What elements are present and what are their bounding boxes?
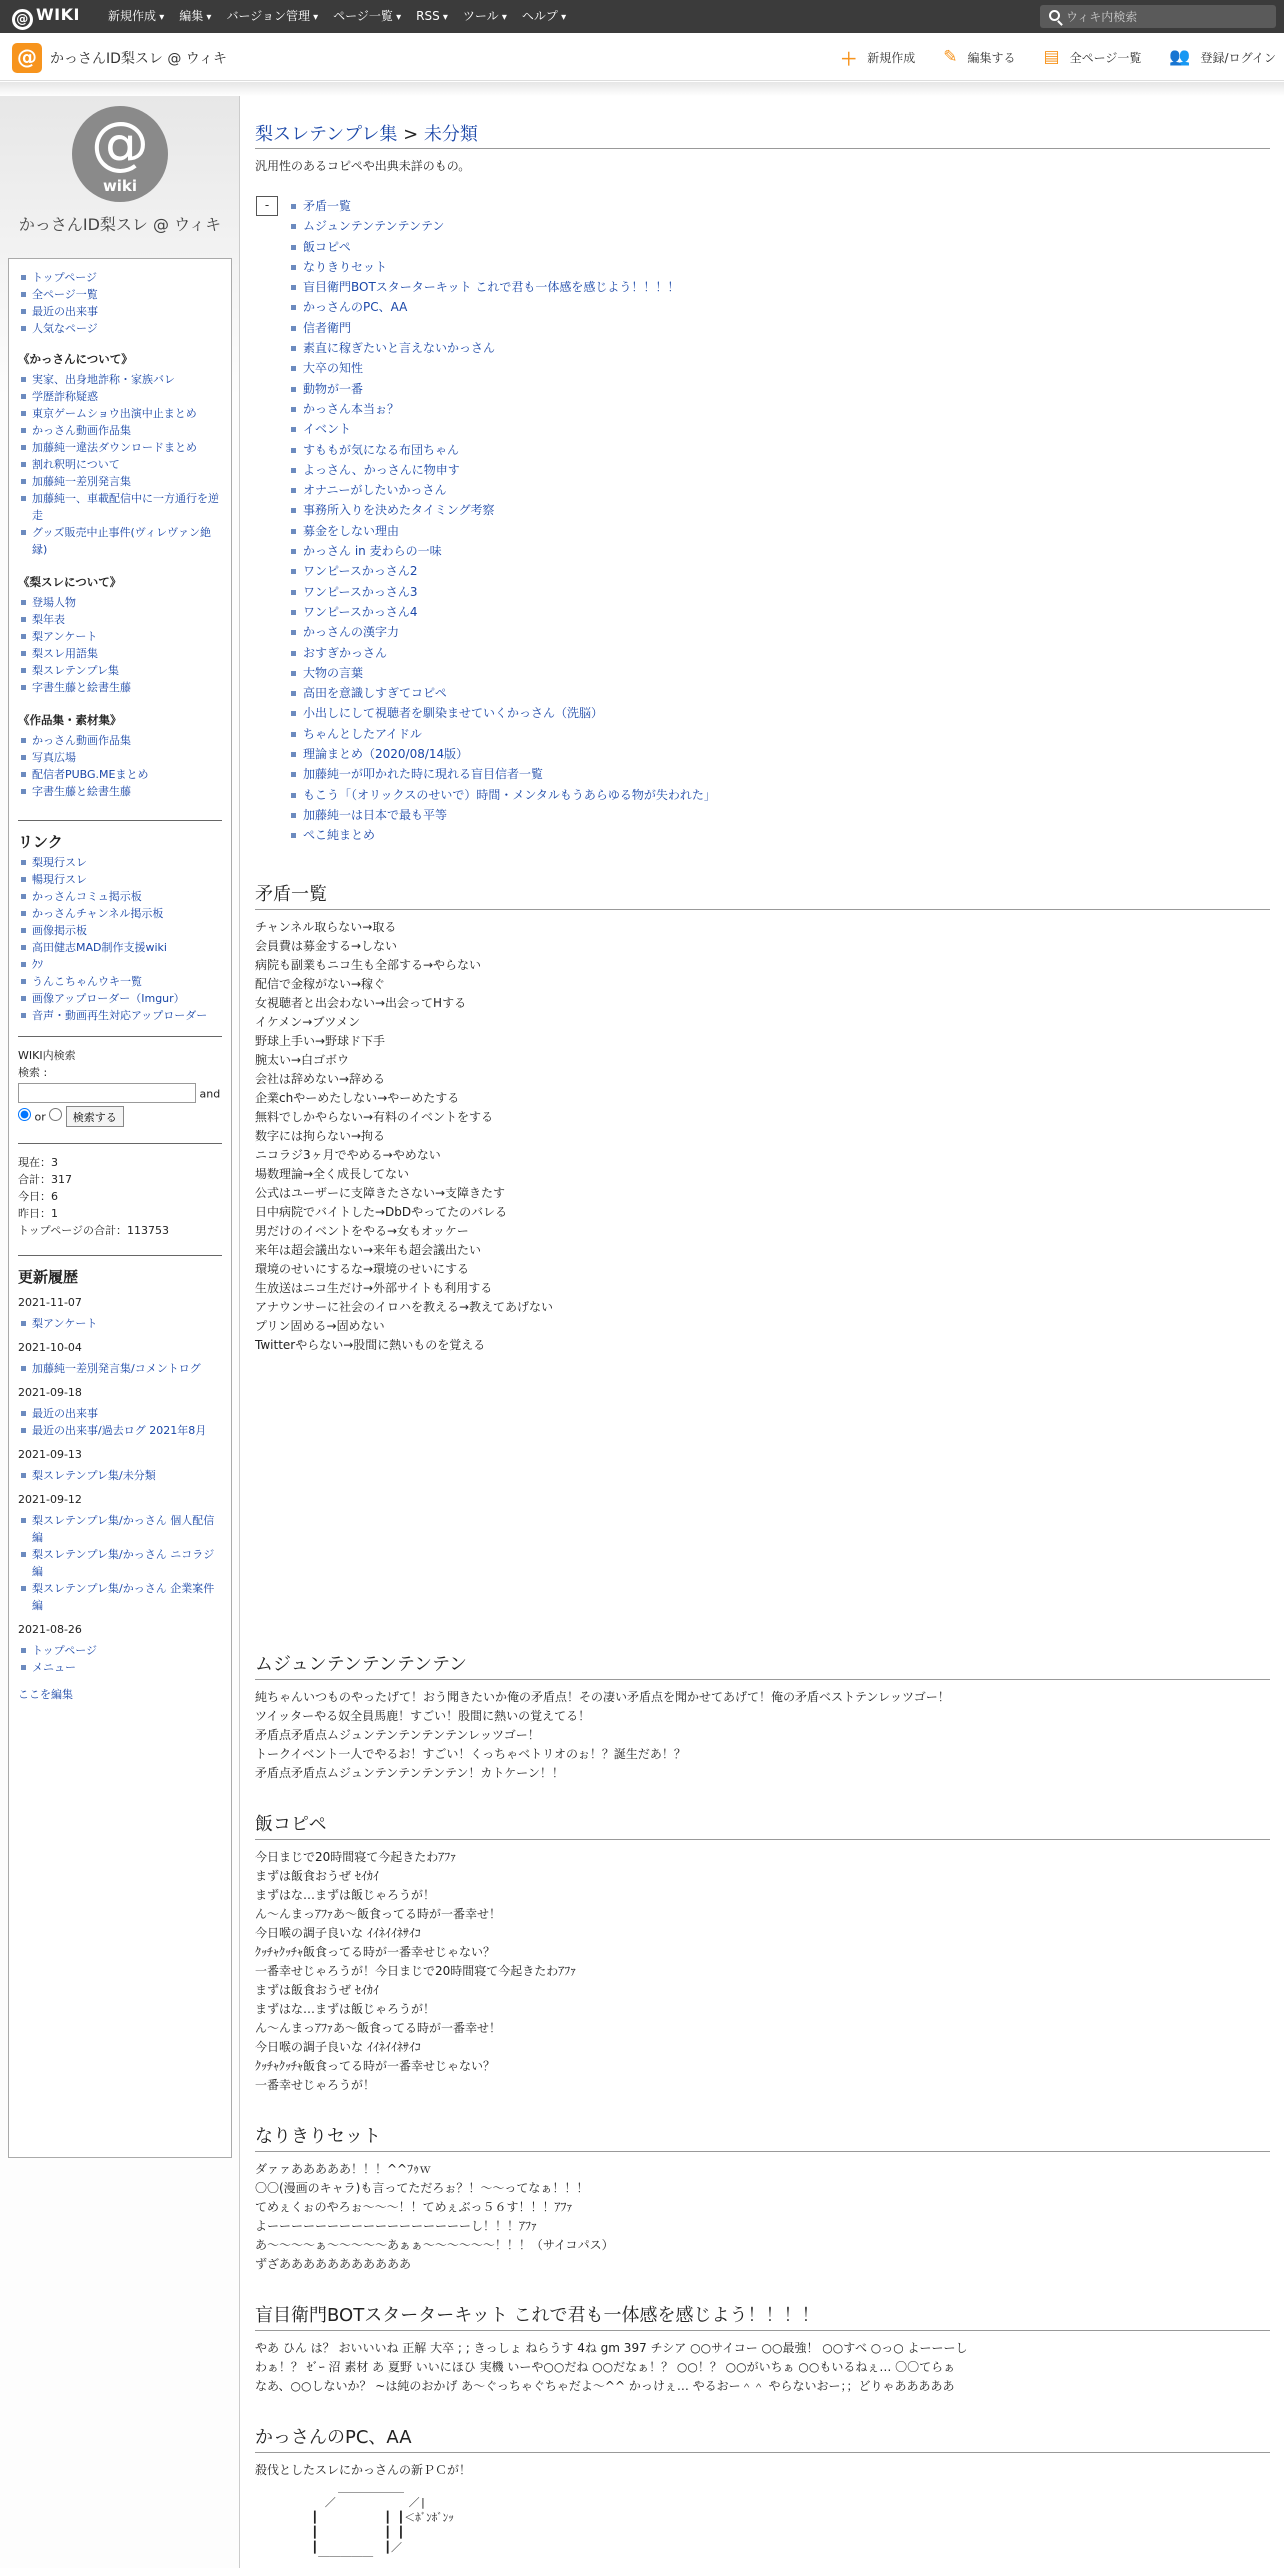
search-heading: WIKI内検索 xyxy=(18,1049,76,1062)
text-line: 会社は辞めない→辞める xyxy=(255,1071,386,1086)
update-list xyxy=(18,1642,222,1676)
global-menu xyxy=(108,0,581,33)
divider xyxy=(18,1255,222,1256)
sidebar-item[interactable]: 梨スレテンプレ集 xyxy=(18,662,222,679)
text-line: 〇〇(漫画のキャラ)も言ってただろぉ？！～～ってなぁ！！！ xyxy=(255,2180,589,2195)
toc-item[interactable]: 小出しにして視聴者を馴染ませていくかっさん（洗脳） xyxy=(291,703,1270,723)
toc-item[interactable]: ちゃんとしたアイドル xyxy=(291,724,1270,744)
update-item[interactable]: 最近の出来事 xyxy=(18,1405,222,1422)
section-body xyxy=(255,2160,1270,2274)
update-list xyxy=(18,1360,222,1377)
text-line: アナウンサーに社会のイロハを教える→教えてあげない xyxy=(255,1299,554,1314)
sidebar-item[interactable]: かっさん動画作品集 xyxy=(18,422,222,439)
text-line: 場数理論→全く成長してない xyxy=(255,1166,410,1181)
update-item[interactable]: 梨スレテンプレ集/かっさん 企業案件編 xyxy=(18,1580,222,1614)
external-link[interactable]: 梨現行スレ xyxy=(18,854,222,871)
sidebar-item[interactable]: 加藤純一差別発言集 xyxy=(18,473,222,490)
wiki-search-box xyxy=(1040,5,1276,28)
text-line: 今日喉の調子良いな ｲｲﾈｲｲﾈｻｲｺ xyxy=(255,1925,421,1940)
text-line: 一番幸せじゃろうが！今日まじで20時間寝て今起きたわｱﾌｧ xyxy=(255,1963,577,1978)
menu-help[interactable]: ヘルプ ▾ xyxy=(522,0,566,33)
links-heading: リンク xyxy=(18,833,63,851)
page-list-icon: ▤ xyxy=(1043,47,1060,67)
text-line: ｸｯﾁｬｸｯﾁｬ飯食ってる時が一番幸せじゃない？ xyxy=(255,1944,496,1959)
toc-toggle-button[interactable]: - xyxy=(256,196,278,216)
update-date: 2021-09-18 xyxy=(18,1386,82,1399)
wiki-big-logo[interactable] xyxy=(72,106,168,202)
menu-edit[interactable]: 編集 ▾ xyxy=(179,0,211,33)
update-item[interactable]: 梨スレテンプレ集/かっさん ニコラジ編 xyxy=(18,1546,222,1580)
text-line: ん～んまっｱﾌｧあ～飯食ってる時が一番幸せ！ xyxy=(255,2020,502,2035)
text-line: 生放送はニコ生だけ→外部サイトも利用する xyxy=(255,1280,493,1295)
external-link[interactable]: 音声・動画再生対応アップローダー xyxy=(18,1007,222,1024)
update-date: 2021-09-12 xyxy=(18,1493,82,1506)
text-line: 配信で金稼がない→稼ぐ xyxy=(255,976,386,991)
site-title[interactable]: かっさんID梨スレ @ ウィキ xyxy=(50,51,227,67)
page-title xyxy=(255,120,1270,149)
counter-yesterday: 昨日：1 xyxy=(18,1207,58,1220)
all-pages-label: 全ページ一覧 xyxy=(1069,50,1142,65)
global-header xyxy=(0,0,1284,33)
toc-item[interactable]: イベント xyxy=(291,419,1270,439)
text-line: Twitterやらない→股間に熱いものを覚える xyxy=(255,1337,486,1352)
sidebar-item[interactable]: 配信者PUBG.MEまとめ xyxy=(18,766,222,783)
sidebar-links-list xyxy=(18,854,222,1024)
section-narikiri xyxy=(255,2122,1270,2274)
section-body xyxy=(255,2461,1270,2480)
update-list xyxy=(18,1512,222,1614)
section-heading: かっさんのPC、AA xyxy=(255,2423,1270,2453)
external-link[interactable]: うんこちゃんウキ一覧 xyxy=(18,973,222,990)
and-radio[interactable] xyxy=(18,1108,31,1121)
sidebar xyxy=(0,96,240,2568)
wiki-search-input[interactable] xyxy=(1066,7,1266,26)
toc-item[interactable]: ムジュンテンテンテンテン xyxy=(291,216,1270,236)
text-line: 一番幸せじゃろうが！ xyxy=(255,2077,376,2092)
section-body xyxy=(255,2339,1270,2396)
toc-item[interactable]: 加藤純一が叩かれた時に現れる盲目信者一覧 xyxy=(291,764,1270,784)
text-line: ん～んまっｱﾌｧあ～飯食ってる時が一番幸せ！ xyxy=(255,1906,502,1921)
sidebar-heading-works: 《作品集・素材集》 xyxy=(18,713,122,727)
menu-page-list[interactable]: ページ一覧 ▾ xyxy=(333,0,401,33)
user-add-icon: 👥 xyxy=(1169,47,1191,67)
sidebar-item[interactable]: 登場人物 xyxy=(18,594,222,611)
text-line: まずはな…まずは飯じゃろうが！ xyxy=(255,1887,436,1902)
sidebar-item[interactable]: 加藤純一違法ダウンロードまとめ xyxy=(18,439,222,456)
and-label: and xyxy=(199,1087,221,1101)
toc-item[interactable]: 事務所入りを決めたタイミング考察 xyxy=(291,500,1270,520)
sidebar-item[interactable]: 字書生藤と絵書生藤 xyxy=(18,783,222,800)
update-list xyxy=(18,1467,222,1484)
toc-item[interactable]: ワンピースかっさん3 xyxy=(291,582,1270,602)
edit-page-label: 編集する xyxy=(967,50,1016,65)
search-icon[interactable] xyxy=(1049,10,1060,21)
toc-item[interactable]: 高田を意識しすぎてコピペ xyxy=(291,683,1270,703)
update-list xyxy=(18,1405,222,1439)
sidebar-item[interactable]: 人気なページ xyxy=(18,320,222,337)
toc-item[interactable]: かっさん本当ぉ？ xyxy=(291,399,1270,419)
sidebar-item[interactable]: 最近の出来事 xyxy=(18,303,222,320)
text-line: やあ ひん は？ おいいいね 正解 大卒 ; ; きっしょ ねらうす 4ね gm 397 チシア ○○サイコー ○○最強！ ○○すべ ○っ○ よーーーし xyxy=(255,2340,968,2355)
text-line: なあ、○○しないか？ ~は純のおかげ あ～ぐっちゃぐちゃだよ～^^ かっけぇ… やるおー＾＾ やらないおー；；どりゃあああああ xyxy=(255,2378,955,2393)
text-line: 会員費は募金する→しない xyxy=(255,938,398,953)
edit-page-button[interactable] xyxy=(943,33,1015,81)
sidebar-menu-box xyxy=(8,258,232,2158)
sidebar-item[interactable]: 写真広場 xyxy=(18,749,222,766)
counter-current: 現在：3 xyxy=(18,1156,58,1169)
text-line: 殺伐としたスレにかっさんの新ＰＣが！ xyxy=(255,2462,472,2477)
sidebar-site-name[interactable]: かっさんID梨スレ @ ウィキ xyxy=(18,215,222,234)
section-heading: ムジュンテンテンテンテン xyxy=(255,1650,1270,1680)
current-page-link[interactable]: 未分類 xyxy=(423,124,478,145)
section-heading: 飯コピペ xyxy=(255,1810,1270,1840)
external-link[interactable]: 画像アップローダー（Imgur） xyxy=(18,990,222,1007)
header-actions xyxy=(812,33,1276,81)
toc-item[interactable]: かっさん in 麦わらの一味 xyxy=(291,541,1270,561)
text-line: ｸｯﾁｬｸｯﾁｬ飯食ってる時が一番幸せじゃない？ xyxy=(255,2058,496,2073)
update-list xyxy=(18,1315,222,1332)
section-body xyxy=(255,1688,1270,1783)
sidebar-item[interactable]: 実家、出身地詐称・家族バレ xyxy=(18,371,222,388)
text-line: チャンネル取らない→取る xyxy=(255,919,397,934)
sidebar-item[interactable]: 東京ゲームショウ出演中止まとめ xyxy=(18,405,222,422)
text-line: 今日まじで20時間寝て今起きたわｱﾌｧ xyxy=(255,1849,457,1864)
updates-heading: 更新履歴 xyxy=(18,1268,79,1286)
text-line: 数字には拘らない→拘る xyxy=(255,1128,386,1143)
section-body xyxy=(255,1848,1270,2095)
new-page-button[interactable] xyxy=(840,33,915,81)
text-line: 今日喉の調子良いな ｲｲﾈｲｲﾈｻｲｺ xyxy=(255,2039,421,2054)
sidebar-item[interactable]: 梨アンケート xyxy=(18,628,222,645)
section-heading: 盲目衛門BOTスターターキット これで君も一体感を感じよう！！！！ xyxy=(255,2301,1270,2331)
text-line: プリン固める→固めない xyxy=(255,1318,385,1333)
update-date: 2021-08-26 xyxy=(18,1623,82,1636)
ascii-art: ＿＿＿＿＿＿ ／ ／| ┃ ┃ ┃＜ﾎﾞﾝﾎﾞﾝｯ ┃ ┃ ┃ ┃ ┃／ ￣￣￣￣￣ xyxy=(311,2480,454,2569)
login-label: 登録/ログイン xyxy=(1200,50,1276,65)
sidebar-item[interactable]: 加藤純一、車載配信中に一方通行を逆走 xyxy=(18,490,222,524)
sidebar-top-links xyxy=(18,269,222,337)
edit-menu-link[interactable]: ここを編集 xyxy=(18,1688,73,1701)
sidebar-search xyxy=(18,1047,222,1127)
update-item[interactable]: 梨スレテンプレ集/未分類 xyxy=(18,1467,222,1484)
update-date: 2021-11-07 xyxy=(18,1296,82,1309)
menu-tools[interactable]: ツール ▾ xyxy=(463,0,507,33)
header-shadow xyxy=(0,82,1284,96)
toc-item[interactable]: なりきりセット xyxy=(291,257,1270,277)
update-date: 2021-10-04 xyxy=(18,1341,82,1354)
update-item[interactable]: メニュー xyxy=(18,1659,222,1676)
section-contradictions xyxy=(255,880,1270,1355)
text-line: ダァァあああああ！！！^^ﾌｩｗ xyxy=(255,2161,432,2176)
sidebar-search-button[interactable]: 検索する xyxy=(66,1106,124,1127)
new-page-label: 新規作成 xyxy=(867,50,916,65)
section-heading: なりきりセット xyxy=(255,2122,1270,2152)
main-content xyxy=(255,96,1270,2570)
text-line: 公式はユーザーに支障きたさない→支障きたす xyxy=(255,1185,506,1200)
text-line: ツイッターやる奴全員馬鹿！すごい！股間に熱いの覚えてる！ xyxy=(255,1708,591,1723)
sidebar-item[interactable]: 学歴詐称疑惑 xyxy=(18,388,222,405)
section-meshi xyxy=(255,1810,1270,2095)
sidebar-search-input[interactable] xyxy=(18,1083,196,1103)
counter-top-total: トップページの合計：113753 xyxy=(18,1224,170,1237)
text-line: わぁ！？ ｾﾞｰ 沼 素材 あ 夏野 いいにほひ 実機 いーや○○だね ○○だなぁ！？ ○○！？ ○○がいちぁ ○○もいるねぇ… 〇〇てらぁ xyxy=(255,2359,956,2374)
or-label: or xyxy=(34,1110,46,1124)
toc-item[interactable]: 理論まとめ（2020/08/14版） xyxy=(291,744,1270,764)
section-mujunten xyxy=(255,1650,1270,1783)
text-line: 女視聴者と出会わない→出会ってHする xyxy=(255,995,467,1010)
sidebar-item[interactable]: グッズ販売中止事件(ヴィレヴァン絶縁) xyxy=(18,524,222,558)
text-line: よーーーーーーーーーーーーーーーーーし！！！ｱﾌｧ xyxy=(255,2218,538,2233)
text-line: まずはな…まずは飯じゃろうが！ xyxy=(255,2001,436,2016)
text-line: 矛盾点矛盾点ムジュンテンテンテンテンレッツゴー！ xyxy=(255,1727,540,1742)
divider xyxy=(18,1036,222,1037)
toc-item[interactable]: 飯コピペ xyxy=(291,237,1270,257)
sidebar-item[interactable]: 字書生藤と絵書生藤 xyxy=(18,679,222,696)
sidebar-item[interactable]: 梨年表 xyxy=(18,611,222,628)
toc-item[interactable]: 盲目衛門BOTスターターキット これで君も一体感を感じよう！！！！ xyxy=(291,277,1270,297)
text-line: あ～～～～ぁ～～～～～あぁぁ～～～～～～！！！（サイコパス） xyxy=(255,2237,614,2252)
text-line: まずは飯食おうぜ ｾｲｶｲ xyxy=(255,1868,379,1883)
toc-item[interactable]: 素直に稼ぎたいと言えないかっさん xyxy=(291,338,1270,358)
menu-rss[interactable]: RSS ▾ xyxy=(416,0,448,33)
toc-item[interactable]: ぺこ純まとめ xyxy=(291,825,1270,845)
sidebar-item[interactable]: 梨スレ用語集 xyxy=(18,645,222,662)
text-line: 無料でしかやらない→有料のイベントをする xyxy=(255,1109,494,1124)
pencil-icon: ✎ xyxy=(943,47,958,67)
external-link[interactable]: かっさんチャンネル掲示板 xyxy=(18,905,222,922)
section-body xyxy=(255,918,1270,1355)
all-pages-button[interactable] xyxy=(1044,33,1142,81)
text-line: 野球上手い→野球ド下手 xyxy=(255,1033,386,1048)
toc-item[interactable]: かっさんのPC、AA xyxy=(291,297,1270,317)
parent-page-link[interactable]: 梨スレテンプレ集 xyxy=(255,124,398,145)
plus-icon: ＋ xyxy=(840,49,858,70)
toc-item[interactable]: 矛盾一覧 xyxy=(291,196,1270,216)
toc-item[interactable]: もこう「（オリックスのせいで）時間・メンタルもうあらゆる物が失われた」 xyxy=(291,785,1270,805)
text-line: 男だけのイベントをやる→女もオッケー xyxy=(255,1223,469,1238)
login-button[interactable] xyxy=(1169,33,1276,81)
toc-item[interactable]: 信者衛門 xyxy=(291,318,1270,338)
section-pc-aa xyxy=(255,2423,1270,2570)
toc-item[interactable]: おすぎかっさん xyxy=(291,643,1270,663)
update-item[interactable]: 加藤純一差別発言集/コメントログ xyxy=(18,1360,222,1377)
or-radio[interactable] xyxy=(49,1108,62,1121)
sidebar-thread-list xyxy=(18,594,222,696)
external-link[interactable]: 暢現行スレ xyxy=(18,871,222,888)
toc-item[interactable]: 大物の言葉 xyxy=(291,663,1270,683)
toc-item[interactable]: 動物が一番 xyxy=(291,379,1270,399)
site-header xyxy=(0,33,1284,81)
at-logo-icon: @ xyxy=(12,9,33,30)
external-link[interactable]: 画像掲示板 xyxy=(18,922,222,939)
sidebar-heading-kassan: 《かっさんについて》 xyxy=(18,352,133,366)
toc-item[interactable]: ワンピースかっさん4 xyxy=(291,602,1270,622)
sidebar-item[interactable]: トップページ xyxy=(18,269,222,286)
text-line: 日中病院でバイトした→DbDやってたのバレる xyxy=(255,1204,508,1219)
update-item[interactable]: 最近の出来事/過去ログ 2021年8月 xyxy=(18,1422,222,1439)
external-link[interactable]: ｸｿ xyxy=(18,956,222,973)
update-item[interactable]: トップページ xyxy=(18,1642,222,1659)
divider xyxy=(18,1143,222,1144)
update-item[interactable]: 梨スレテンプレ集/かっさん 個人配信編 xyxy=(18,1512,222,1546)
page-description: 汎用性のあるコピペや出典未詳のもの。 xyxy=(255,159,471,173)
text-line: 腕太い→白ゴボウ xyxy=(255,1052,350,1067)
site-logo-icon[interactable]: @ xyxy=(12,43,42,73)
text-line: 純ちゃんいつものやったげて！おう聞きたいか俺の矛盾点！その凄い矛盾点を聞かせてあげて！俺の矛盾ベストテンレッツゴー！ xyxy=(255,1689,950,1704)
wiki-logo-text: wiki xyxy=(102,177,138,195)
section-heading: 矛盾一覧 xyxy=(255,880,1270,910)
sidebar-item[interactable]: 割れ釈明について xyxy=(18,456,222,473)
text-line: てめぇくぉのやろぉ～～～！！てめぇぶっ５６す！！！ｱﾌｧ xyxy=(255,2199,573,2214)
toc-item[interactable]: すももが気になる布団ちゃん xyxy=(291,440,1270,460)
search-label: 検索 : xyxy=(18,1066,48,1079)
table-of-contents xyxy=(255,196,1270,846)
toc-item[interactable]: 加藤純一は日本で最も平等 xyxy=(291,805,1270,825)
text-line: トークイベント一人でやるお！すごい！くっちゃベトリオのぉ！？誕生だあ！？ xyxy=(255,1746,686,1761)
counter-today: 今日：6 xyxy=(18,1190,58,1203)
section-bot-kit xyxy=(255,2301,1270,2396)
external-link[interactable]: 高田健志MAD制作支援wiki xyxy=(18,939,222,956)
update-date: 2021-09-13 xyxy=(18,1448,82,1461)
toc-item[interactable]: ワンピースかっさん2 xyxy=(291,561,1270,581)
at-symbol-icon: @ xyxy=(91,109,149,177)
toc-item[interactable]: 募金をしない理由 xyxy=(291,521,1270,541)
page-counter xyxy=(18,1154,222,1239)
sidebar-item[interactable]: 全ページ一覧 xyxy=(18,286,222,303)
toc-item[interactable]: 大卒の知性 xyxy=(291,358,1270,378)
title-separator: > xyxy=(397,124,424,145)
text-line: 病院も副業もニコ生も全部する→やらない xyxy=(255,957,482,972)
text-line: 来年は超会議出ない→来年も超会議出たい xyxy=(255,1242,482,1257)
sidebar-heading-thread: 《梨スレについて》 xyxy=(18,575,122,589)
toc-list xyxy=(291,196,1270,846)
logo-text: WIKI xyxy=(36,5,80,24)
toc-item[interactable]: かっさんの漢字力 xyxy=(291,622,1270,642)
text-line: 企業chやーめたしない→やーめたする xyxy=(255,1090,460,1105)
counter-total: 合計：317 xyxy=(18,1173,72,1186)
toc-item[interactable]: オナニーがしたいかっさん xyxy=(291,480,1270,500)
text-line: 環境のせいにするな→環境のせいにする xyxy=(255,1261,470,1276)
text-line: 矛盾点矛盾点ムジュンテンテンテンテン！カトケーン！！ xyxy=(255,1765,564,1780)
divider xyxy=(18,820,222,821)
update-item[interactable]: 梨アンケート xyxy=(18,1315,222,1332)
toc-item[interactable]: よっさん、かっさんに物申す xyxy=(291,460,1270,480)
text-line: ずざあああああああああああ xyxy=(255,2256,412,2271)
external-link[interactable]: かっさんコミュ掲示板 xyxy=(18,888,222,905)
sidebar-item[interactable]: かっさん動画作品集 xyxy=(18,732,222,749)
menu-version[interactable]: バージョン管理 ▾ xyxy=(226,0,318,33)
text-line: ニコラジ3ヶ月でやめる→やめない xyxy=(255,1147,441,1162)
text-line: まずは飯食おうぜ ｾｲｶｲ xyxy=(255,1982,379,1997)
text-line: イケメン→ブツメン xyxy=(255,1014,361,1029)
menu-new[interactable]: 新規作成 ▾ xyxy=(108,0,164,33)
atwiki-logo[interactable] xyxy=(12,5,80,30)
sidebar-kassan-list xyxy=(18,371,222,558)
sidebar-works-list xyxy=(18,732,222,800)
